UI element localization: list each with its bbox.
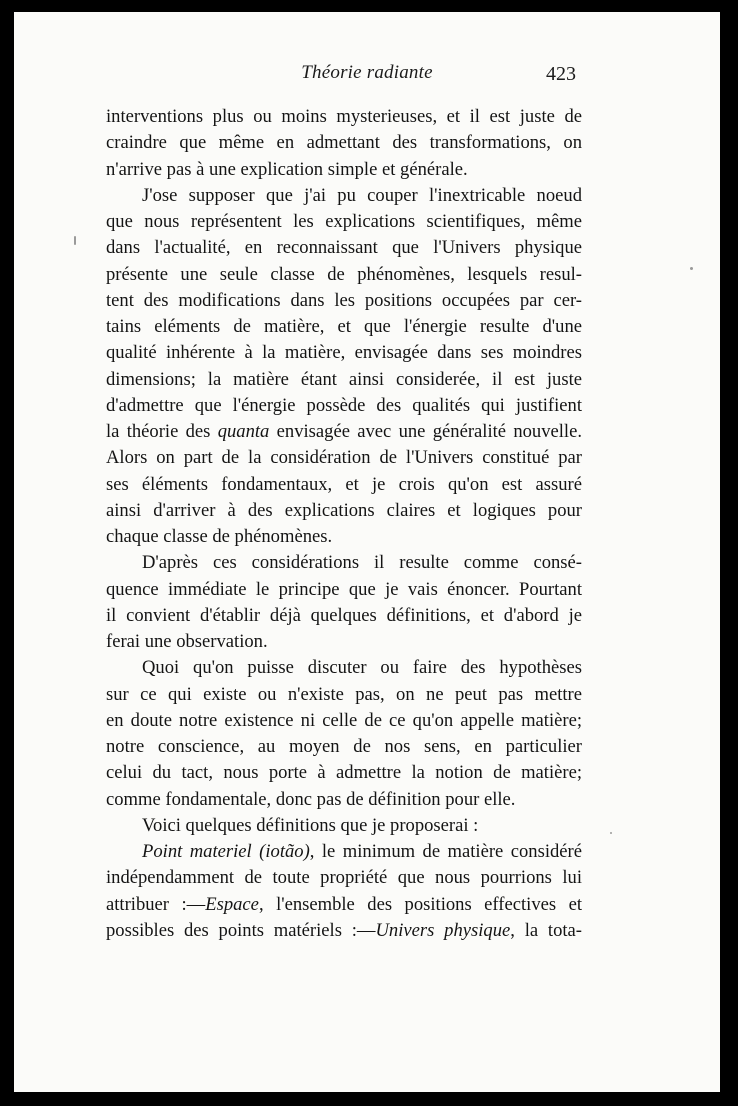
text-run: celui du tact, nous porte à admettre la notion de matière;: [106, 762, 582, 784]
italic-term: Univers physique: [375, 919, 511, 941]
text-line: [106, 813, 582, 839]
text-run: interventions plus ou moins mysterieuses, et il est juste de: [106, 106, 582, 127]
text-run: , la tota-: [510, 919, 582, 941]
text-run: en doute notre existence ni celle de ce qu'on appelle matière;: [106, 709, 582, 731]
text-run: chaque classe de phénomènes.: [106, 526, 333, 547]
italic-term: quanta: [217, 421, 270, 442]
text-line: [106, 603, 582, 629]
text-run: que nous représentent les explications scientifiques, même: [106, 211, 582, 232]
book-page: [14, 12, 720, 1092]
text-line: [106, 865, 582, 891]
text-line: [106, 130, 582, 156]
italic-term: Espace: [205, 893, 259, 915]
text-line: [106, 577, 582, 603]
scan-speck: [610, 832, 612, 834]
text-run: craindre que même en admettant des transformations, on: [106, 132, 582, 154]
scan-speck: [690, 267, 693, 270]
text-line: [106, 839, 582, 865]
text-line: [106, 472, 582, 498]
text-line: [106, 262, 582, 288]
text-run: ainsi d'arriver à des explications claires et logiques pour: [106, 499, 582, 521]
text-run: attribuer :—: [106, 893, 206, 915]
text-run: ferai une observation.: [106, 631, 268, 652]
text-line: [106, 524, 582, 550]
text-run: D'après ces considérations il resulte comme consé-: [142, 552, 582, 574]
running-header-title: Théorie radiante: [301, 62, 433, 83]
body-text: [106, 104, 582, 944]
text-line: [106, 393, 582, 419]
text-line: [106, 682, 582, 708]
text-run: quence immédiate le principe que je vais énoncer. Pourtant: [106, 578, 582, 600]
text-run: ses éléments fondamentaux, et je crois qu'on est assuré: [106, 473, 582, 495]
text-line: [106, 235, 582, 261]
text-run: Alors on part de la considération de l'Univers constitué par: [106, 447, 582, 469]
text-line: [106, 157, 582, 183]
text-line: [106, 760, 582, 786]
text-run: dimensions; la matière étant ainsi considerée, il est juste: [106, 368, 582, 390]
text-line: [106, 445, 582, 471]
text-run: tent des modifications dans les positions occupées par cer-: [106, 289, 582, 311]
text-run: J'ose supposer que j'ai pu couper l'inextricable noeud: [142, 184, 582, 206]
text-run: dans l'actualité, en reconnaissant que l'Univers physique: [106, 237, 582, 259]
text-line: [106, 734, 582, 760]
text-line: [106, 340, 582, 366]
text-run: Quoi qu'on puisse discuter ou faire des hypothèses: [142, 657, 582, 679]
text-line: [106, 550, 582, 576]
text-line: [106, 314, 582, 340]
text-run: , l'ensemble des positions effectives et: [258, 893, 582, 915]
text-line: [106, 288, 582, 314]
text-line: [106, 183, 582, 209]
text-run: Voici quelques définitions que je proposerai :: [142, 814, 479, 836]
text-line: [106, 104, 582, 130]
text-run: la théorie des: [106, 421, 218, 442]
text-run: n'arrive pas à une explication simple et générale.: [106, 158, 468, 180]
text-run: , le minimum de matière considéré: [309, 841, 582, 862]
text-run: d'admettre que l'énergie possède des qualités qui justifient: [106, 394, 582, 416]
text-run: envisagée avec une généralité nouvelle.: [269, 421, 582, 442]
text-run: notre conscience, au moyen de nos sens, en particulier: [106, 736, 582, 757]
italic-term: Point materiel (iotão): [142, 841, 310, 862]
text-line: [106, 892, 582, 918]
scan-speck: [74, 236, 76, 245]
text-run: indépendamment de toute propriété que nous pourrions lui: [106, 867, 582, 889]
text-line: [106, 629, 582, 655]
text-run: possibles des points matériels :—: [106, 919, 376, 941]
text-run: comme fondamentale, donc pas de définition pour elle.: [106, 788, 516, 810]
text-line: [106, 209, 582, 235]
text-run: sur ce qui existe ou n'existe pas, on ne peut pas mettre: [106, 683, 582, 705]
text-line: [106, 367, 582, 393]
text-run: qualité inhérente à la matière, envisagée dans ses moindres: [106, 342, 582, 364]
text-line: [106, 708, 582, 734]
text-run: tains eléments de matière, et que l'énergie resulte d'une: [106, 316, 582, 337]
text-line: [106, 655, 582, 681]
text-line: [106, 918, 582, 944]
page-number: 423: [546, 63, 576, 85]
text-run: présente une seule classe de phénomènes, lesquels resul-: [106, 263, 582, 285]
text-line: [106, 787, 582, 813]
text-run: il convient d'établir déjà quelques définitions, et d'abord je: [106, 604, 582, 626]
text-line: [106, 419, 582, 445]
text-line: [106, 498, 582, 524]
